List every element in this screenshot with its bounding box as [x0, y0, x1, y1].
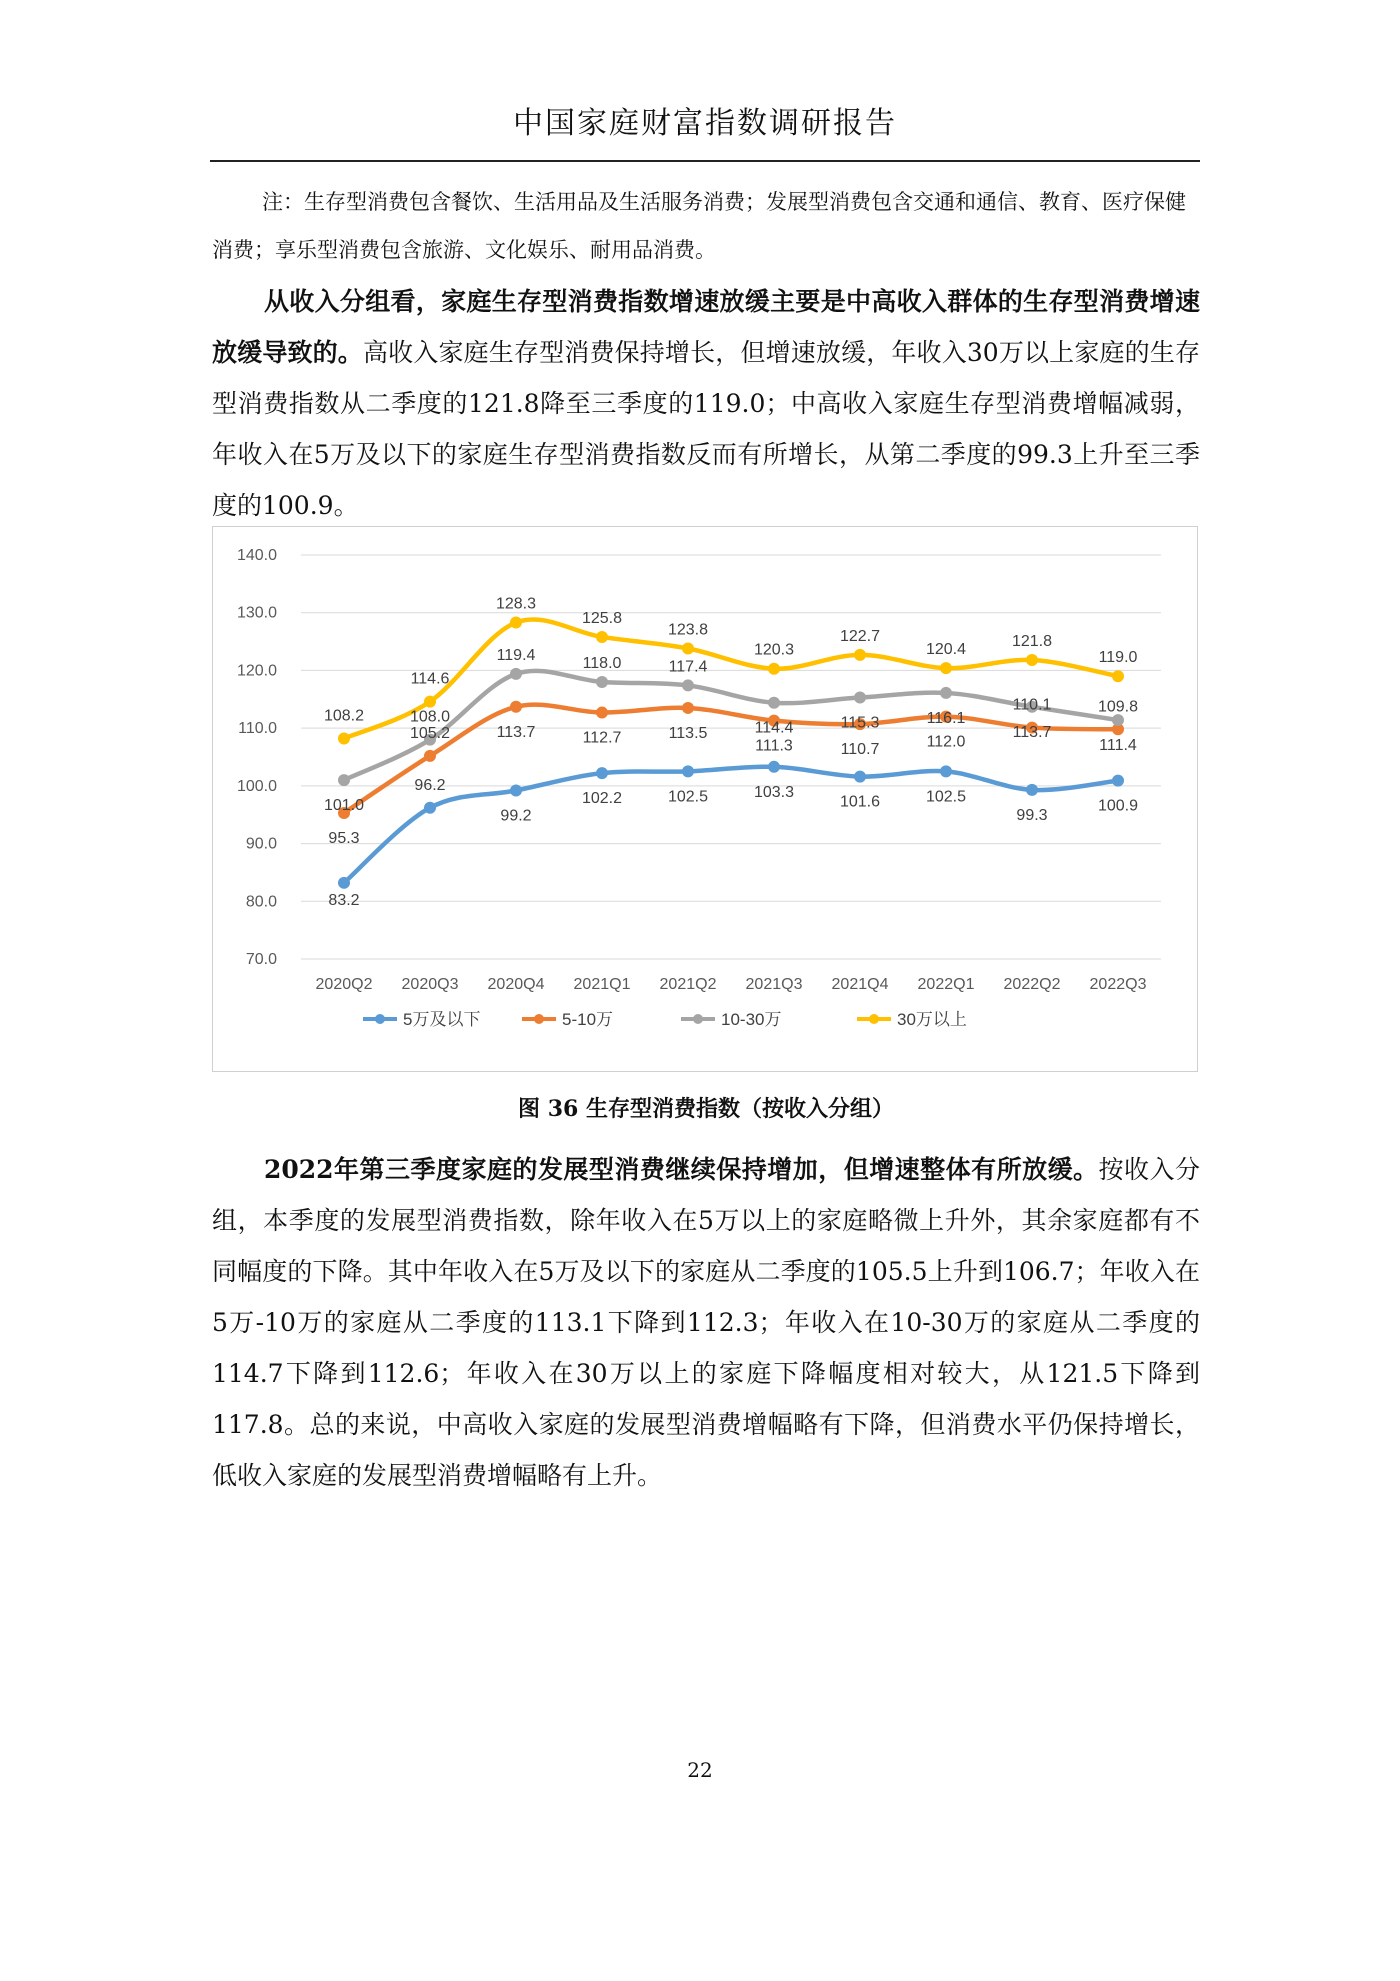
data-point	[424, 750, 436, 762]
data-label: 120.3	[753, 641, 795, 659]
data-label: 101.0	[323, 797, 365, 815]
data-label: 113.7	[1012, 723, 1052, 741]
x-tick-label: 2021Q4	[831, 976, 889, 993]
data-label: 105.2	[409, 724, 451, 742]
data-label: 128.3	[495, 595, 537, 613]
legend-swatch-marker	[693, 1014, 703, 1024]
data-label: 101.6	[839, 793, 881, 811]
data-point	[424, 696, 436, 708]
x-tick-label: 2020Q3	[401, 976, 459, 993]
data-label: 116.1	[926, 709, 966, 727]
y-tick-label: 90.0	[245, 835, 277, 853]
x-tick-label: 2022Q1	[917, 976, 975, 993]
data-point	[338, 733, 350, 745]
data-label: 114.6	[410, 670, 450, 688]
y-tick-label: 110.0	[238, 720, 277, 738]
data-point	[338, 774, 350, 786]
header-divider	[210, 160, 1200, 162]
x-tick-label: 2021Q2	[659, 976, 717, 993]
data-label: 121.8	[1011, 633, 1053, 651]
legend-swatch-marker	[869, 1014, 879, 1024]
y-tick-label: 120.0	[236, 662, 277, 680]
series-line	[344, 619, 1118, 738]
paragraph-1-text: 高收入家庭生存型消费保持增长，但增速放缓，年收入30万以上家庭的生存型消费指数从二季度的121.8降至三季度的119.0；中高收入家庭生存型消费增幅减弱，年收入在5万及以下的家庭生存型消费指数反而有所增长，从第二季度的99.3上升至三季度的100.9。	[212, 338, 1200, 520]
data-point	[682, 642, 694, 654]
data-point	[510, 617, 522, 629]
data-point	[854, 649, 866, 661]
data-label: 119.4	[496, 646, 536, 664]
data-point	[1026, 654, 1038, 666]
data-point	[596, 707, 608, 719]
data-label: 110.1	[1012, 696, 1052, 714]
data-label: 115.3	[840, 714, 880, 732]
paragraph-income-groups	[212, 276, 1200, 531]
data-point	[338, 877, 350, 889]
data-point	[940, 765, 952, 777]
page-number: 22	[687, 1758, 713, 1782]
legend-label: 5-10万	[562, 1010, 614, 1029]
data-label: 119.0	[1098, 649, 1138, 667]
data-point	[510, 701, 522, 713]
data-point	[768, 761, 780, 773]
data-label: 102.5	[667, 788, 709, 806]
line-chart	[212, 526, 1198, 1072]
figure-caption: 图 36 生存型消费指数（按收入分组）	[518, 1096, 894, 1122]
data-label: 99.3	[1016, 806, 1048, 824]
data-label: 111.3	[755, 737, 793, 755]
data-label: 118.0	[582, 654, 622, 672]
data-point	[682, 765, 694, 777]
paragraph-1-bold: 从收入分组看，家庭生存型消费指数增速放缓主要是中高收入群体的生存型消费增速放缓导致的。	[212, 287, 1200, 367]
data-label: 96.2	[414, 776, 446, 794]
paragraph-development-consumption	[212, 1144, 1200, 1501]
data-point	[940, 662, 952, 674]
data-point	[768, 663, 780, 675]
y-tick-label: 100.0	[236, 777, 277, 795]
y-tick-label: 80.0	[245, 893, 277, 911]
data-point	[424, 802, 436, 814]
note-block	[212, 178, 1200, 274]
data-label: 112.0	[926, 733, 966, 751]
data-point	[596, 631, 608, 643]
data-label: 102.2	[581, 790, 623, 808]
legend-label: 5万及以下	[403, 1010, 481, 1029]
data-point	[768, 697, 780, 709]
data-label: 100.9	[1097, 797, 1139, 815]
data-point	[854, 771, 866, 783]
x-tick-label: 2021Q3	[745, 976, 803, 993]
x-tick-label: 2022Q3	[1089, 976, 1147, 993]
data-label: 103.3	[753, 783, 795, 801]
paragraph-2-text: 按收入分组，本季度的发展型消费指数，除年收入在5万以上的家庭略微上升外，其余家庭都有不同幅度的下降。其中年收入在5万及以下的家庭从二季度的105.5上升到106.7；年收入在5万-10万的家庭从二季度的113.1下降到112.3；年收入在10-30万的家庭从二季度的114.7下降到112.6；年收入在30万以上的家庭下降幅度相对较大，从121.5下降到117.8。总的来说，中高收入家庭的发展型消费增幅略有下降，但消费水平仍保持增长，低收入家庭的发展型消费增幅略有上升。	[212, 1155, 1200, 1490]
data-label: 117.4	[668, 658, 708, 676]
data-label: 110.7	[840, 741, 880, 759]
legend-label: 30万以上	[897, 1010, 967, 1029]
x-tick-label: 2022Q2	[1003, 976, 1061, 993]
y-tick-label: 70.0	[245, 951, 277, 968]
data-point	[1112, 714, 1124, 726]
data-point	[682, 702, 694, 714]
data-point	[1026, 784, 1038, 796]
x-tick-label: 2020Q2	[315, 976, 373, 993]
y-tick-label: 140.0	[236, 547, 277, 564]
note-text: 注：生存型消费包含餐饮、生活用品及生活服务消费；发展型消费包含交通和通信、教育、医疗保健消费；享乐型消费包含旅游、文化娱乐、耐用品消费。	[212, 190, 1186, 262]
data-point	[854, 692, 866, 704]
data-label: 123.8	[667, 621, 709, 639]
data-label: 83.2	[328, 891, 360, 909]
data-point	[1112, 775, 1124, 787]
data-label: 109.8	[1097, 698, 1139, 716]
x-tick-label: 2021Q1	[573, 976, 631, 993]
data-point	[510, 668, 522, 680]
legend-swatch-marker	[375, 1014, 385, 1024]
data-point	[1112, 670, 1124, 682]
data-label: 114.4	[754, 719, 794, 737]
data-label: 111.4	[1099, 737, 1137, 755]
page-header-title: 中国家庭财富指数调研报告	[513, 106, 897, 141]
data-label: 113.7	[496, 723, 536, 741]
data-point	[596, 676, 608, 688]
x-tick-label: 2020Q4	[487, 976, 545, 993]
data-point	[596, 767, 608, 779]
legend-label: 10-30万	[721, 1010, 782, 1029]
chart-canvas	[213, 527, 1197, 1071]
data-label: 113.5	[668, 724, 708, 742]
data-label: 120.4	[925, 641, 967, 659]
data-point	[510, 784, 522, 796]
y-tick-label: 130.0	[236, 604, 277, 622]
data-label: 99.2	[500, 807, 532, 825]
paragraph-2-bold: 2022年第三季度家庭的发展型消费继续保持增加，但增速整体有所放缓。	[264, 1155, 1099, 1184]
legend-swatch-marker	[534, 1014, 544, 1024]
data-label: 125.8	[581, 609, 623, 627]
data-label: 102.5	[925, 788, 967, 806]
data-label: 108.0	[409, 708, 451, 726]
data-label: 112.7	[582, 729, 622, 747]
data-point	[940, 687, 952, 699]
data-label: 122.7	[839, 627, 881, 645]
data-point	[682, 679, 694, 691]
data-label: 108.2	[323, 707, 365, 725]
series-line	[344, 767, 1118, 883]
data-label: 95.3	[328, 829, 360, 847]
